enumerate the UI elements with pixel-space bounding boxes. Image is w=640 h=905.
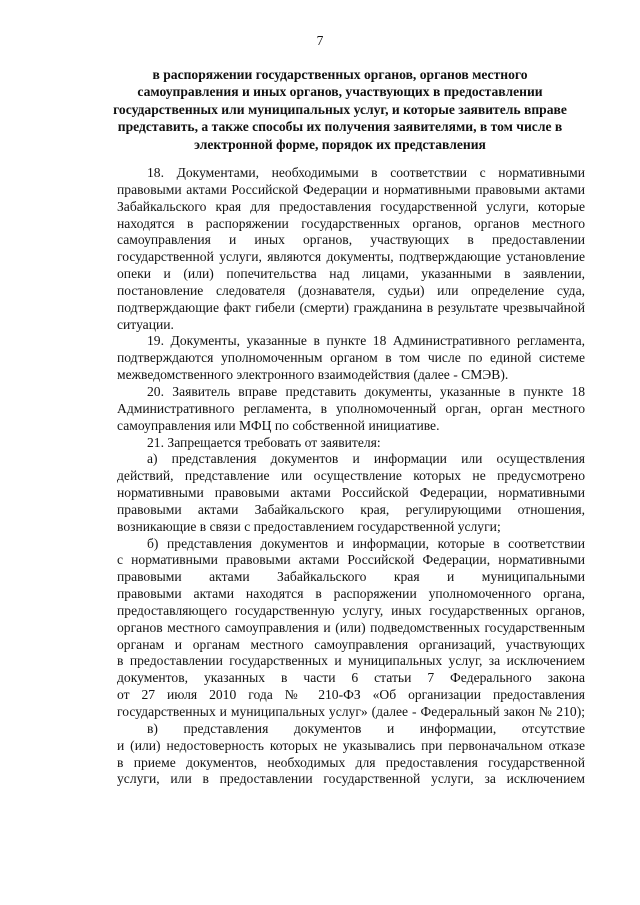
text-line: документов, указанных в части 6 статьи 7 Федерального закона [117,670,585,686]
text-line: опеки и (или) попечительства над лицами, указанными в заявлении, [117,266,585,282]
text-line: самоуправления или МФЦ по собственной инициативе. [117,417,440,433]
text-line: с нормативными правовыми актами Российской Федерации, нормативными [117,552,585,568]
heading-line: в распоряжении государственных органов, органов местного [152,67,528,82]
page-number: 7 [316,33,324,48]
text-line: органам и органам местного самоуправления организаций, участвующих [117,636,585,652]
text-line: самоуправления и иных органов, участвующих в предоставлении [117,232,585,248]
text-line: Административного регламента, в уполномоченный орган, орган местного [117,400,585,416]
text-line: находятся в распоряжении государственных органов, органов местного [117,215,585,231]
text-line: нормативными правовыми актами Российской Федерации, нормативными [117,485,585,501]
text-line: и (или) недостоверность которых не указывались при первоначальном отказе [117,737,585,753]
text-line: ситуации. [117,316,174,332]
text-line: правовыми актами Забайкальского края, регулирующими отношения, [117,501,585,517]
text-line: правовыми актами Забайкальского края и муниципальными [117,569,585,585]
text-line: межведомственного электронного взаимодействия (далее - СМЭВ). [117,367,509,383]
text-line: услуги, или в предоставлении государственной услуги, за исключением [117,771,585,787]
text-line: в) представления документов и информации, отсутствие [147,720,585,736]
text-line: правовыми актами находятся в распоряжении уполномоченного органа, [117,586,585,602]
text-line: подтверждающие факт гибели (смерти) гражданина в результате чрезвычайной [117,299,585,315]
text-line: государственной услуги, являются документы, подтверждающие установление [117,249,585,265]
text-line: подтверждаются уполномоченным органом в том числе по единой системе [117,350,585,366]
text-line: в приеме документов, необходимых для предоставления государственной [117,754,585,770]
text-line: предоставляющего государственную услугу, иных государственных органов, [117,602,585,618]
heading-line: самоуправления и иных органов, участвующих в предоставлении [137,84,543,100]
text-line: в предоставлении государственных и муниципальных услуг, за исключением [117,653,585,669]
section-heading [100,66,580,153]
document-body [117,165,585,788]
text-line: правовыми актами Российской Федерации и нормативными правовыми актами [117,181,585,197]
heading-line: электронной форме, порядок их представления [194,136,486,152]
text-line: а) представления документов и информации или осуществления [147,451,585,467]
text-line: 21. Запрещается требовать от заявителя: [147,434,381,450]
heading-line: государственных или муниципальных услуг, и которые заявитель вправе [113,101,567,117]
text-line: органов местного самоуправления и (или) подведомственных государственным [117,619,585,635]
text-line: б) представления документов и информации, которые в соответствии [147,535,585,551]
text-line: возникающие в связи с предоставлением государственной услуги; [117,518,501,534]
text-line: Забайкальского края для предоставления государственной услуги, которые [117,198,585,214]
text-line: 20. Заявитель вправе представить документы, указанные в пункте 18 [147,383,585,399]
text-line: действий, представление или осуществление которых не предусмотрено [117,468,585,484]
text-line: от 27 июля 2010 года № 210-ФЗ «Об организации предоставления [117,687,585,703]
text-line: постановление следователя (дознавателя, судьи) или определение суда, [117,282,585,298]
text-line: 18. Документами, необходимыми в соответствии с нормативными [147,165,585,180]
text-line: 19. Документы, указанные в пункте 18 Административного регламента, [147,333,585,349]
heading-line: представить, а также способы их получения заявителями, в том числе в [117,119,563,135]
text-line: государственных и муниципальных услуг» (далее - Федеральный закон № 210); [117,704,585,719]
